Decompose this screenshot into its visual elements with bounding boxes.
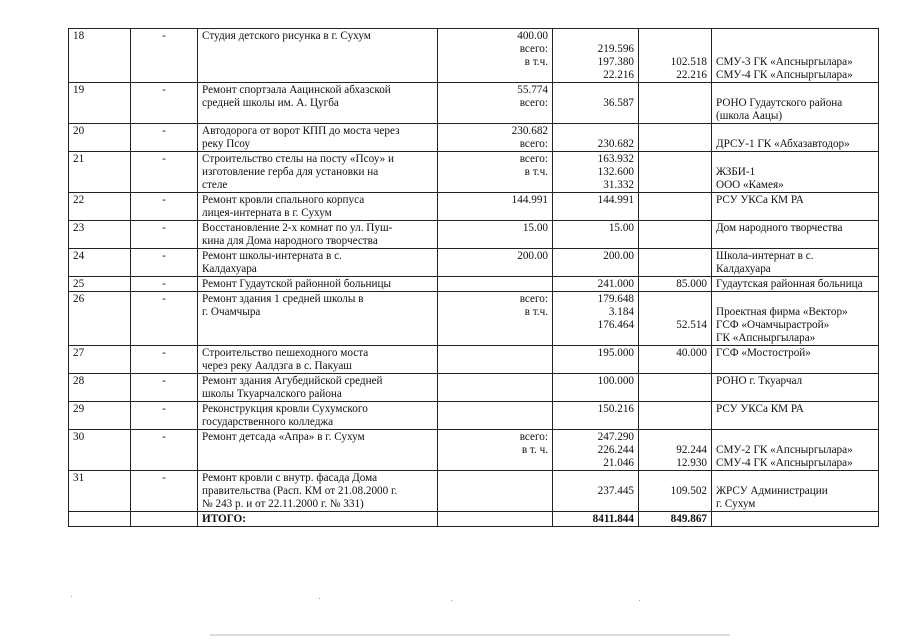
object-name-line: кина для Дома народного творчества (202, 235, 378, 247)
contractor-cell (712, 124, 879, 152)
row-number (69, 29, 131, 83)
financed-total-cell-line (557, 472, 634, 485)
estimate-cell-line: 200.00 (517, 250, 548, 262)
total-label-text: ИТОГО: (202, 513, 246, 525)
estimate-cell-line (442, 472, 548, 485)
financed-total-cell-line: 200.00 (603, 250, 634, 262)
contractor-cell-line: РСУ УКСа КМ РА (716, 194, 804, 206)
contractor-cell (712, 402, 879, 430)
estimate-cell-line: всего: (519, 43, 548, 55)
row-number-line: 18 (73, 30, 85, 42)
contractor-cell-line (716, 43, 874, 56)
financed-part-cell (639, 277, 712, 292)
financed-part-cell-line (643, 125, 707, 138)
table-row (69, 83, 879, 124)
financed-total-cell-line: 36.587 (603, 97, 634, 109)
estimate-cell-line: 400.00 (517, 30, 548, 42)
financed-total-cell (553, 292, 639, 346)
row-number-line: 26 (73, 293, 85, 305)
estimate-cell-line: 230.682 (511, 125, 548, 137)
row-number-line: 22 (73, 194, 85, 206)
financed-total-cell-line: 3.184 (608, 306, 634, 318)
financed-total-cell-line (557, 30, 634, 43)
contractor-cell-line: СМУ-2 ГК «Апсныргылара» (716, 444, 853, 456)
financed-part-cell-line: 52.514 (676, 319, 707, 331)
estimate-cell-line: всего: (519, 153, 548, 165)
total-empty (712, 512, 879, 527)
financed-part-cell (639, 292, 712, 346)
estimate-cell-line: в т.ч. (524, 56, 548, 68)
financed-total-cell (553, 124, 639, 152)
contractor-cell-line: ГК «Апсныргылара» (716, 332, 816, 344)
table-row (69, 471, 879, 512)
contractor-cell (712, 193, 879, 221)
financed-part-cell (639, 29, 712, 83)
contractor-cell-line (716, 472, 874, 485)
contractor-cell (712, 292, 879, 346)
row-number (69, 346, 131, 374)
row-dash (131, 374, 198, 402)
document-sheet (68, 28, 878, 527)
total-sum-financed (553, 512, 639, 527)
estimate-cell (438, 83, 553, 124)
row-dash-line: - (162, 30, 166, 42)
contractor-cell (712, 83, 879, 124)
estimate-cell-line: всего: (519, 431, 548, 443)
table-row (69, 292, 879, 346)
financed-part-cell (639, 83, 712, 124)
row-dash-line: - (162, 431, 166, 443)
object-name (198, 193, 438, 221)
contractor-cell (712, 471, 879, 512)
object-name-line: государственного колледжа (202, 416, 334, 428)
financed-part-cell-line (643, 306, 707, 319)
contractor-cell-line: Дом народного творчества (716, 222, 843, 234)
row-number (69, 374, 131, 402)
row-number-line: 29 (73, 403, 85, 415)
contractor-cell-line (716, 293, 874, 306)
financed-total-cell (553, 374, 639, 402)
contractor-cell-line: ООО «Камея» (716, 179, 784, 191)
financed-total-cell-line: 226.244 (597, 444, 634, 456)
table-row (69, 221, 879, 249)
object-name-line: стеле (202, 179, 228, 191)
scan-mark: · (70, 592, 74, 603)
object-name-line: Ремонт кровли с внутр. фасада Дома (202, 472, 378, 484)
contractor-cell-line: ГСФ «Мостострой» (716, 347, 811, 359)
row-number (69, 193, 131, 221)
object-name (198, 124, 438, 152)
financed-total-cell-line: 230.682 (597, 138, 634, 150)
table-row (69, 249, 879, 277)
row-dash (131, 152, 198, 193)
object-name (198, 471, 438, 512)
financed-part-cell (639, 471, 712, 512)
row-dash (131, 249, 198, 277)
object-name-line: г. Очамчыра (202, 306, 261, 318)
estimate-cell-line: 144.991 (511, 194, 548, 206)
financed-total-cell (553, 430, 639, 471)
contractor-cell (712, 277, 879, 292)
financed-total-cell (553, 346, 639, 374)
financed-total-cell-line: 21.046 (603, 457, 634, 469)
estimate-cell-line: в т. ч. (521, 444, 548, 456)
financed-total-cell-line: 179.648 (597, 293, 634, 305)
row-dash-line: - (162, 194, 166, 206)
estimate-cell (438, 374, 553, 402)
estimate-cell (438, 193, 553, 221)
object-name (198, 249, 438, 277)
contractor-cell-line: Школа-интернат в с. (716, 250, 814, 262)
estimate-cell-line: всего: (519, 97, 548, 109)
object-name (198, 83, 438, 124)
row-number-line: 19 (73, 84, 85, 96)
object-name (198, 402, 438, 430)
table-row (69, 29, 879, 83)
row-number (69, 471, 131, 512)
financed-part-cell (639, 430, 712, 471)
table-row (69, 374, 879, 402)
row-dash-line: - (162, 125, 166, 137)
row-dash-line: - (162, 375, 166, 387)
row-dash (131, 277, 198, 292)
object-name-line: лицея-интерната в г. Сухум (202, 207, 332, 219)
contractor-cell (712, 374, 879, 402)
object-name-line: № 243 р. и от 22.11.2000 г. № 331) (202, 498, 364, 510)
financed-part-cell-line: 92.244 (676, 444, 707, 456)
row-dash (131, 29, 198, 83)
financed-total-cell-line: 100.000 (597, 375, 634, 387)
scan-edge (210, 634, 730, 636)
object-name-line: Ремонт школы-интерната в с. (202, 250, 342, 262)
financed-part-cell-line: 12.930 (676, 457, 707, 469)
financed-part-cell (639, 193, 712, 221)
financed-total-cell-line: 31.332 (603, 179, 634, 191)
row-number-line: 30 (73, 431, 85, 443)
total-empty-text (73, 513, 126, 526)
contractor-cell-line (716, 84, 874, 97)
object-name-line: Автодорога от ворот КПП до моста через (202, 125, 400, 137)
financed-part-cell (639, 402, 712, 430)
total-empty (131, 512, 198, 527)
financed-part-cell-line (643, 43, 707, 56)
total-sum-financed-text: 8411.844 (592, 513, 634, 525)
estimate-cell (438, 249, 553, 277)
contractor-cell-line (716, 431, 874, 444)
row-number-line: 28 (73, 375, 85, 387)
estimate-cell (438, 29, 553, 83)
financed-total-cell (553, 402, 639, 430)
contractor-cell (712, 249, 879, 277)
financed-total-cell (553, 193, 639, 221)
contractor-cell-line: Проектная фирма «Вектор» (716, 306, 848, 318)
contractor-cell-line (716, 125, 874, 138)
financed-total-cell-line: 144.991 (597, 194, 634, 206)
table-row (69, 402, 879, 430)
contractor-cell (712, 430, 879, 471)
row-dash (131, 83, 198, 124)
object-name (198, 277, 438, 292)
object-name (198, 346, 438, 374)
financed-total-cell-line: 15.00 (608, 222, 634, 234)
row-number (69, 277, 131, 292)
contractor-cell-line: РСУ УКСа КМ РА (716, 403, 804, 415)
financed-part-cell-line (643, 293, 707, 306)
contractor-cell-line: г. Сухум (716, 498, 756, 510)
financed-part-cell (639, 221, 712, 249)
object-name-line: Студия детского рисунка в г. Сухум (202, 30, 371, 42)
row-dash (131, 471, 198, 512)
financed-total-cell-line: 195.000 (597, 347, 634, 359)
financed-total-cell (553, 221, 639, 249)
financed-part-cell (639, 374, 712, 402)
object-name-line: Ремонт кровли спального корпуса (202, 194, 365, 206)
row-number-line: 23 (73, 222, 85, 234)
table-row (69, 193, 879, 221)
row-dash (131, 193, 198, 221)
object-name (198, 374, 438, 402)
contractor-cell-line: СМУ-3 ГК «Апсныргылара» (716, 56, 853, 68)
financed-part-cell-line: 22.216 (676, 69, 707, 81)
scan-mark: · (450, 596, 454, 607)
contractor-cell-line: (школа Аацы) (716, 110, 783, 122)
financed-total-cell (553, 83, 639, 124)
financed-part-cell (639, 124, 712, 152)
contractor-cell (712, 29, 879, 83)
financed-part-cell-line (643, 472, 707, 485)
estimate-cell (438, 346, 553, 374)
table-row (69, 346, 879, 374)
contractor-cell-line: СМУ-4 ГК «Апсныргылара» (716, 69, 853, 81)
object-name (198, 292, 438, 346)
estimate-cell-line (442, 375, 548, 388)
object-name-line: через реку Аалдзга в с. Пакуаш (202, 360, 352, 372)
row-number (69, 152, 131, 193)
contractor-cell-line: ДРСУ-1 ГК «Абхазавтодор» (716, 138, 850, 150)
table-row (69, 430, 879, 471)
estimate-cell (438, 430, 553, 471)
financed-part-cell-line: 40.000 (676, 347, 707, 359)
financed-part-cell-line: 109.502 (670, 485, 707, 497)
financed-total-cell (553, 29, 639, 83)
row-number-line: 25 (73, 278, 85, 290)
estimate-cell (438, 152, 553, 193)
contractor-cell-line: Гудаутская районная больница (716, 278, 863, 290)
row-dash-line: - (162, 153, 166, 165)
financed-part-cell-line (643, 431, 707, 444)
row-dash (131, 402, 198, 430)
row-dash-line: - (162, 84, 166, 96)
row-number (69, 221, 131, 249)
object-name (198, 430, 438, 471)
row-number-line: 21 (73, 153, 85, 165)
object-name (198, 152, 438, 193)
construction-works-table (68, 28, 879, 527)
contractor-cell-line: Калдахуара (716, 263, 771, 275)
financed-part-cell-line: 102.518 (670, 56, 707, 68)
table-body (69, 29, 879, 527)
row-number (69, 292, 131, 346)
total-sum-part-text: 849.867 (670, 513, 707, 525)
object-name-line: реку Псоу (202, 138, 251, 150)
financed-total-cell-line: 22.216 (603, 69, 634, 81)
contractor-cell-line: ЖЗБИ-1 (716, 166, 756, 178)
row-dash-line: - (162, 222, 166, 234)
estimate-cell-line: 15.00 (522, 222, 548, 234)
row-dash (131, 292, 198, 346)
estimate-cell-line (442, 347, 548, 360)
row-number (69, 430, 131, 471)
total-empty (438, 512, 553, 527)
financed-part-cell-line (643, 403, 707, 416)
object-name-line: Калдахуара (202, 263, 257, 275)
financed-total-cell-line: 176.464 (597, 319, 634, 331)
row-number-line: 24 (73, 250, 85, 262)
row-number (69, 124, 131, 152)
estimate-cell-line (442, 278, 548, 291)
row-number (69, 83, 131, 124)
scan-mark: · (318, 594, 322, 605)
total-empty-text (135, 513, 193, 526)
financed-total-cell-line: 150.216 (597, 403, 634, 415)
financed-total-cell-line: 132.600 (597, 166, 634, 178)
contractor-cell (712, 152, 879, 193)
scan-mark: · (638, 596, 642, 607)
contractor-cell (712, 221, 879, 249)
row-dash-line: - (162, 403, 166, 415)
row-dash (131, 346, 198, 374)
row-number-line: 31 (73, 472, 85, 484)
object-name (198, 29, 438, 83)
financed-total-cell (553, 152, 639, 193)
table-row (69, 277, 879, 292)
row-dash (131, 124, 198, 152)
object-name-line: Ремонт здания Агубедийской средней (202, 375, 383, 387)
row-number (69, 249, 131, 277)
estimate-cell (438, 221, 553, 249)
financed-part-cell-line (643, 30, 707, 43)
financed-total-cell-line (557, 84, 634, 97)
estimate-cell (438, 292, 553, 346)
contractor-cell-line: РОНО г. Ткуарчал (716, 375, 803, 387)
financed-total-cell (553, 277, 639, 292)
object-name-line: школы Ткуарчалского района (202, 388, 342, 400)
total-empty (69, 512, 131, 527)
object-name-line: изготовление герба для установки на (202, 166, 379, 178)
estimate-cell-line: 55.774 (517, 84, 548, 96)
object-name-line: Восстановление 2-х комнат по ул. Пуш- (202, 222, 393, 234)
financed-part-cell-line (643, 222, 707, 235)
estimate-cell-line: всего: (519, 138, 548, 150)
estimate-cell-line: в т.ч. (524, 166, 548, 178)
contractor-cell-line: РОНО Гудаутского района (716, 97, 843, 109)
object-name-line: Реконструкция кровли Сухумского (202, 403, 368, 415)
table-row (69, 124, 879, 152)
row-dash (131, 430, 198, 471)
object-name-line: Ремонт Гудаутской районной больницы (202, 278, 392, 290)
financed-total-cell-line: 237.445 (597, 485, 634, 497)
financed-part-cell-line (643, 153, 707, 166)
object-name-line: Строительство пешеходного моста (202, 347, 369, 359)
estimate-cell-line: всего: (519, 293, 548, 305)
row-dash-line: - (162, 250, 166, 262)
financed-total-cell-line: 241.000 (597, 278, 634, 290)
contractor-cell-line (716, 153, 874, 166)
financed-part-cell (639, 152, 712, 193)
total-row (69, 512, 879, 527)
financed-part-cell-line (643, 250, 707, 263)
row-dash-line: - (162, 293, 166, 305)
financed-total-cell-line (557, 125, 634, 138)
object-name (198, 221, 438, 249)
total-empty-text (716, 513, 874, 526)
estimate-cell (438, 277, 553, 292)
estimate-cell (438, 402, 553, 430)
contractor-cell-line: ЖРСУ Администрации (716, 485, 828, 497)
row-dash-line: - (162, 278, 166, 290)
estimate-cell-line (442, 403, 548, 416)
financed-total-cell-line: 163.932 (597, 153, 634, 165)
estimate-cell-line: в т.ч. (524, 306, 548, 318)
object-name-line: Ремонт здания 1 средней школы в (202, 293, 364, 305)
object-name-line: Ремонт детсада «Апра» в г. Сухум (202, 431, 365, 443)
total-empty-text (442, 513, 548, 526)
row-number-line: 20 (73, 125, 85, 137)
row-number (69, 402, 131, 430)
contractor-cell-line (716, 30, 874, 43)
financed-part-cell-line (643, 375, 707, 388)
row-dash-line: - (162, 472, 166, 484)
financed-total-cell-line: 247.290 (597, 431, 634, 443)
estimate-cell (438, 124, 553, 152)
financed-total-cell-line: 197.380 (597, 56, 634, 68)
financed-total-cell-line: 219.596 (597, 43, 634, 55)
row-number-line: 27 (73, 347, 85, 359)
object-name-line: правительства (Расп. КМ от 21.08.2000 г. (202, 485, 398, 497)
financed-total-cell (553, 471, 639, 512)
estimate-cell (438, 471, 553, 512)
total-label (198, 512, 438, 527)
object-name-line: Ремонт спортзала Аацинской абхазской (202, 84, 391, 96)
total-sum-part (639, 512, 712, 527)
contractor-cell-line: СМУ-4 ГК «Апсныргылара» (716, 457, 853, 469)
financed-total-cell (553, 249, 639, 277)
contractor-cell-line: ГСФ «Очамчырастрой» (716, 319, 830, 331)
financed-part-cell-line: 85.000 (676, 278, 707, 290)
object-name-line: средней школы им. А. Цугба (202, 97, 339, 109)
financed-part-cell (639, 346, 712, 374)
object-name-line: Строительство стелы на посту «Псоу» и (202, 153, 394, 165)
table-row (69, 152, 879, 193)
financed-part-cell-line (643, 194, 707, 207)
financed-part-cell (639, 249, 712, 277)
row-dash (131, 221, 198, 249)
contractor-cell (712, 346, 879, 374)
financed-part-cell-line (643, 84, 707, 97)
row-dash-line: - (162, 347, 166, 359)
